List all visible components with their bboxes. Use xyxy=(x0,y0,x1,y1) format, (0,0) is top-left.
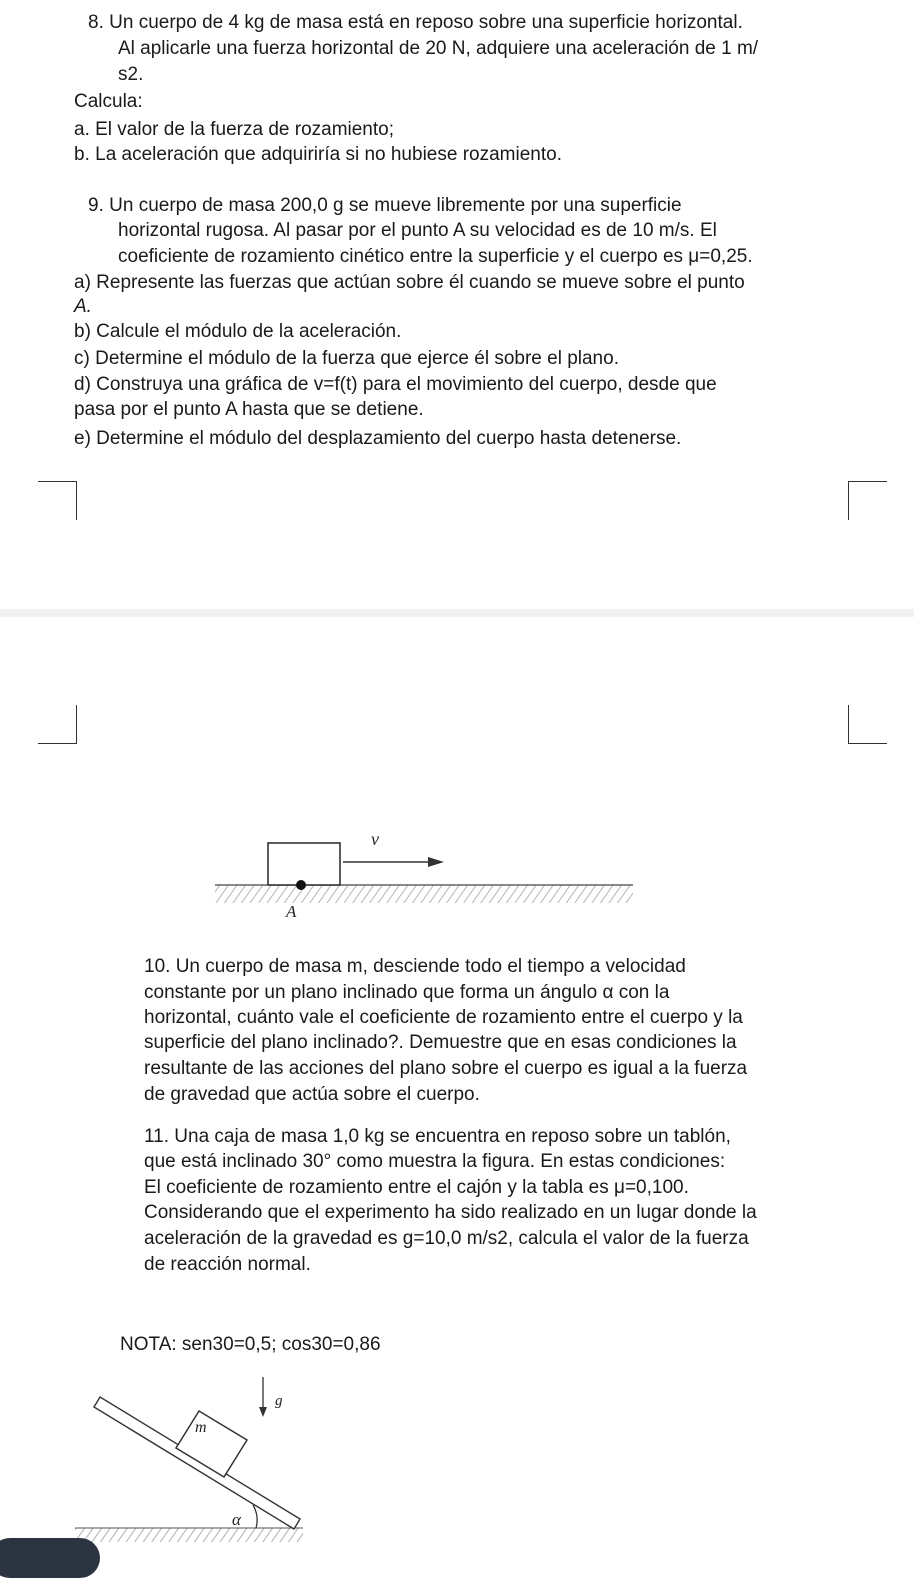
problem9-item-c: c) Determine el módulo de la fuerza que ejerce él sobre el plano. xyxy=(74,348,619,369)
problem8-line1: 8. Un cuerpo de 4 kg de masa está en reposo sobre una superficie horizontal. xyxy=(88,12,743,33)
problem9-item-b: b) Calcule el módulo de la aceleración. xyxy=(74,321,402,342)
block-on-surface-figure xyxy=(200,815,650,930)
problem10-line5: resultante de las acciones del plano sobre el cuerpo es igual a la fuerza xyxy=(144,1058,748,1079)
problem11-line3: El coeficiente de rozamiento entre el cajón y la tabla es μ=0,100. xyxy=(144,1177,689,1198)
page-corner-mark xyxy=(38,481,77,520)
note: NOTA: sen30=0,5; cos30=0,86 xyxy=(120,1334,381,1355)
overlay-shape xyxy=(0,1538,100,1578)
angle-label: α xyxy=(232,1510,241,1529)
page-corner-mark xyxy=(848,481,887,520)
problem10-line4: superficie del plano inclinado?. Demuestre que en esas condiciones la xyxy=(144,1032,737,1053)
problem8-calc: Calcula: xyxy=(74,91,143,112)
problem10-line2: constante por un plano inclinado que forma un ángulo α con la xyxy=(144,982,670,1003)
ground xyxy=(75,1528,303,1542)
gravity-label: g⃗ xyxy=(275,1393,295,1409)
gravity-arrowhead xyxy=(259,1407,267,1417)
problem9-item-d2: pasa por el punto A hasta que se detiene. xyxy=(74,399,424,420)
point-a-label: A xyxy=(286,902,297,921)
problem8-line2: Al aplicarle una fuerza horizontal de 20 N, adquiere una aceleración de 1 m/ xyxy=(118,38,759,59)
point-a-dot xyxy=(296,880,306,890)
problem10-line1: 10. Un cuerpo de masa m, desciende todo el tiempo a velocidad xyxy=(144,956,686,977)
problem10-line6: de gravedad que actúa sobre el cuerpo. xyxy=(144,1084,480,1105)
angle-arc xyxy=(253,1505,257,1528)
page-corner-mark xyxy=(848,705,887,744)
problem9-item-d1: d) Construya una gráfica de v=f(t) para el movimiento del cuerpo, desde que xyxy=(74,374,717,395)
problem10-line3: horizontal, cuánto vale el coeficiente de rozamiento entre el cuerpo y la xyxy=(144,1007,743,1028)
page-separator xyxy=(0,609,914,617)
problem8-line3: s2. xyxy=(118,64,144,85)
velocity-label: v⃗ xyxy=(371,829,393,849)
problem11-line1: 11. Una caja de masa 1,0 kg se encuentra en reposo sobre un tablón, xyxy=(144,1126,731,1147)
mass-block xyxy=(176,1411,247,1477)
problem11-line5: aceleración de la gravedad es g=10,0 m/s2, calcula el valor de la fuerza xyxy=(144,1228,749,1249)
problem11-line4: Considerando que el experimento ha sido realizado en un lugar donde la xyxy=(144,1202,757,1223)
block xyxy=(268,843,340,885)
problem11-line2: que está inclinado 30° como muestra la figura. En estas condiciones: xyxy=(144,1151,726,1172)
inclined-plane-figure xyxy=(70,1365,320,1553)
velocity-arrowhead xyxy=(428,857,444,867)
problem9-item-e: e) Determine el módulo del desplazamiento del cuerpo hasta detenerse. xyxy=(74,428,682,449)
problem9-line3: coeficiente de rozamiento cinético entre la superficie y el cuerpo es μ=0,25. xyxy=(118,246,753,267)
page-corner-mark xyxy=(38,705,77,744)
problem8-item-b: b. La aceleración que adquiriría si no hubiese rozamiento. xyxy=(74,144,562,165)
problem11-line6: de reacción normal. xyxy=(144,1254,311,1275)
mass-label: m xyxy=(195,1419,207,1436)
problem9-line1: 9. Un cuerpo de masa 200,0 g se mueve libremente por una superficie xyxy=(88,195,682,216)
problem9-item-a1: a) Represente las fuerzas que actúan sobre él cuando se mueve sobre el punto xyxy=(74,272,745,293)
problem9-item-a2: A. xyxy=(74,296,92,317)
problem8-item-a: a. El valor de la fuerza de rozamiento; xyxy=(74,119,395,140)
problem9-line2: horizontal rugosa. Al pasar por el punto A su velocidad es de 10 m/s. El xyxy=(118,220,717,241)
rough-surface xyxy=(215,885,633,903)
